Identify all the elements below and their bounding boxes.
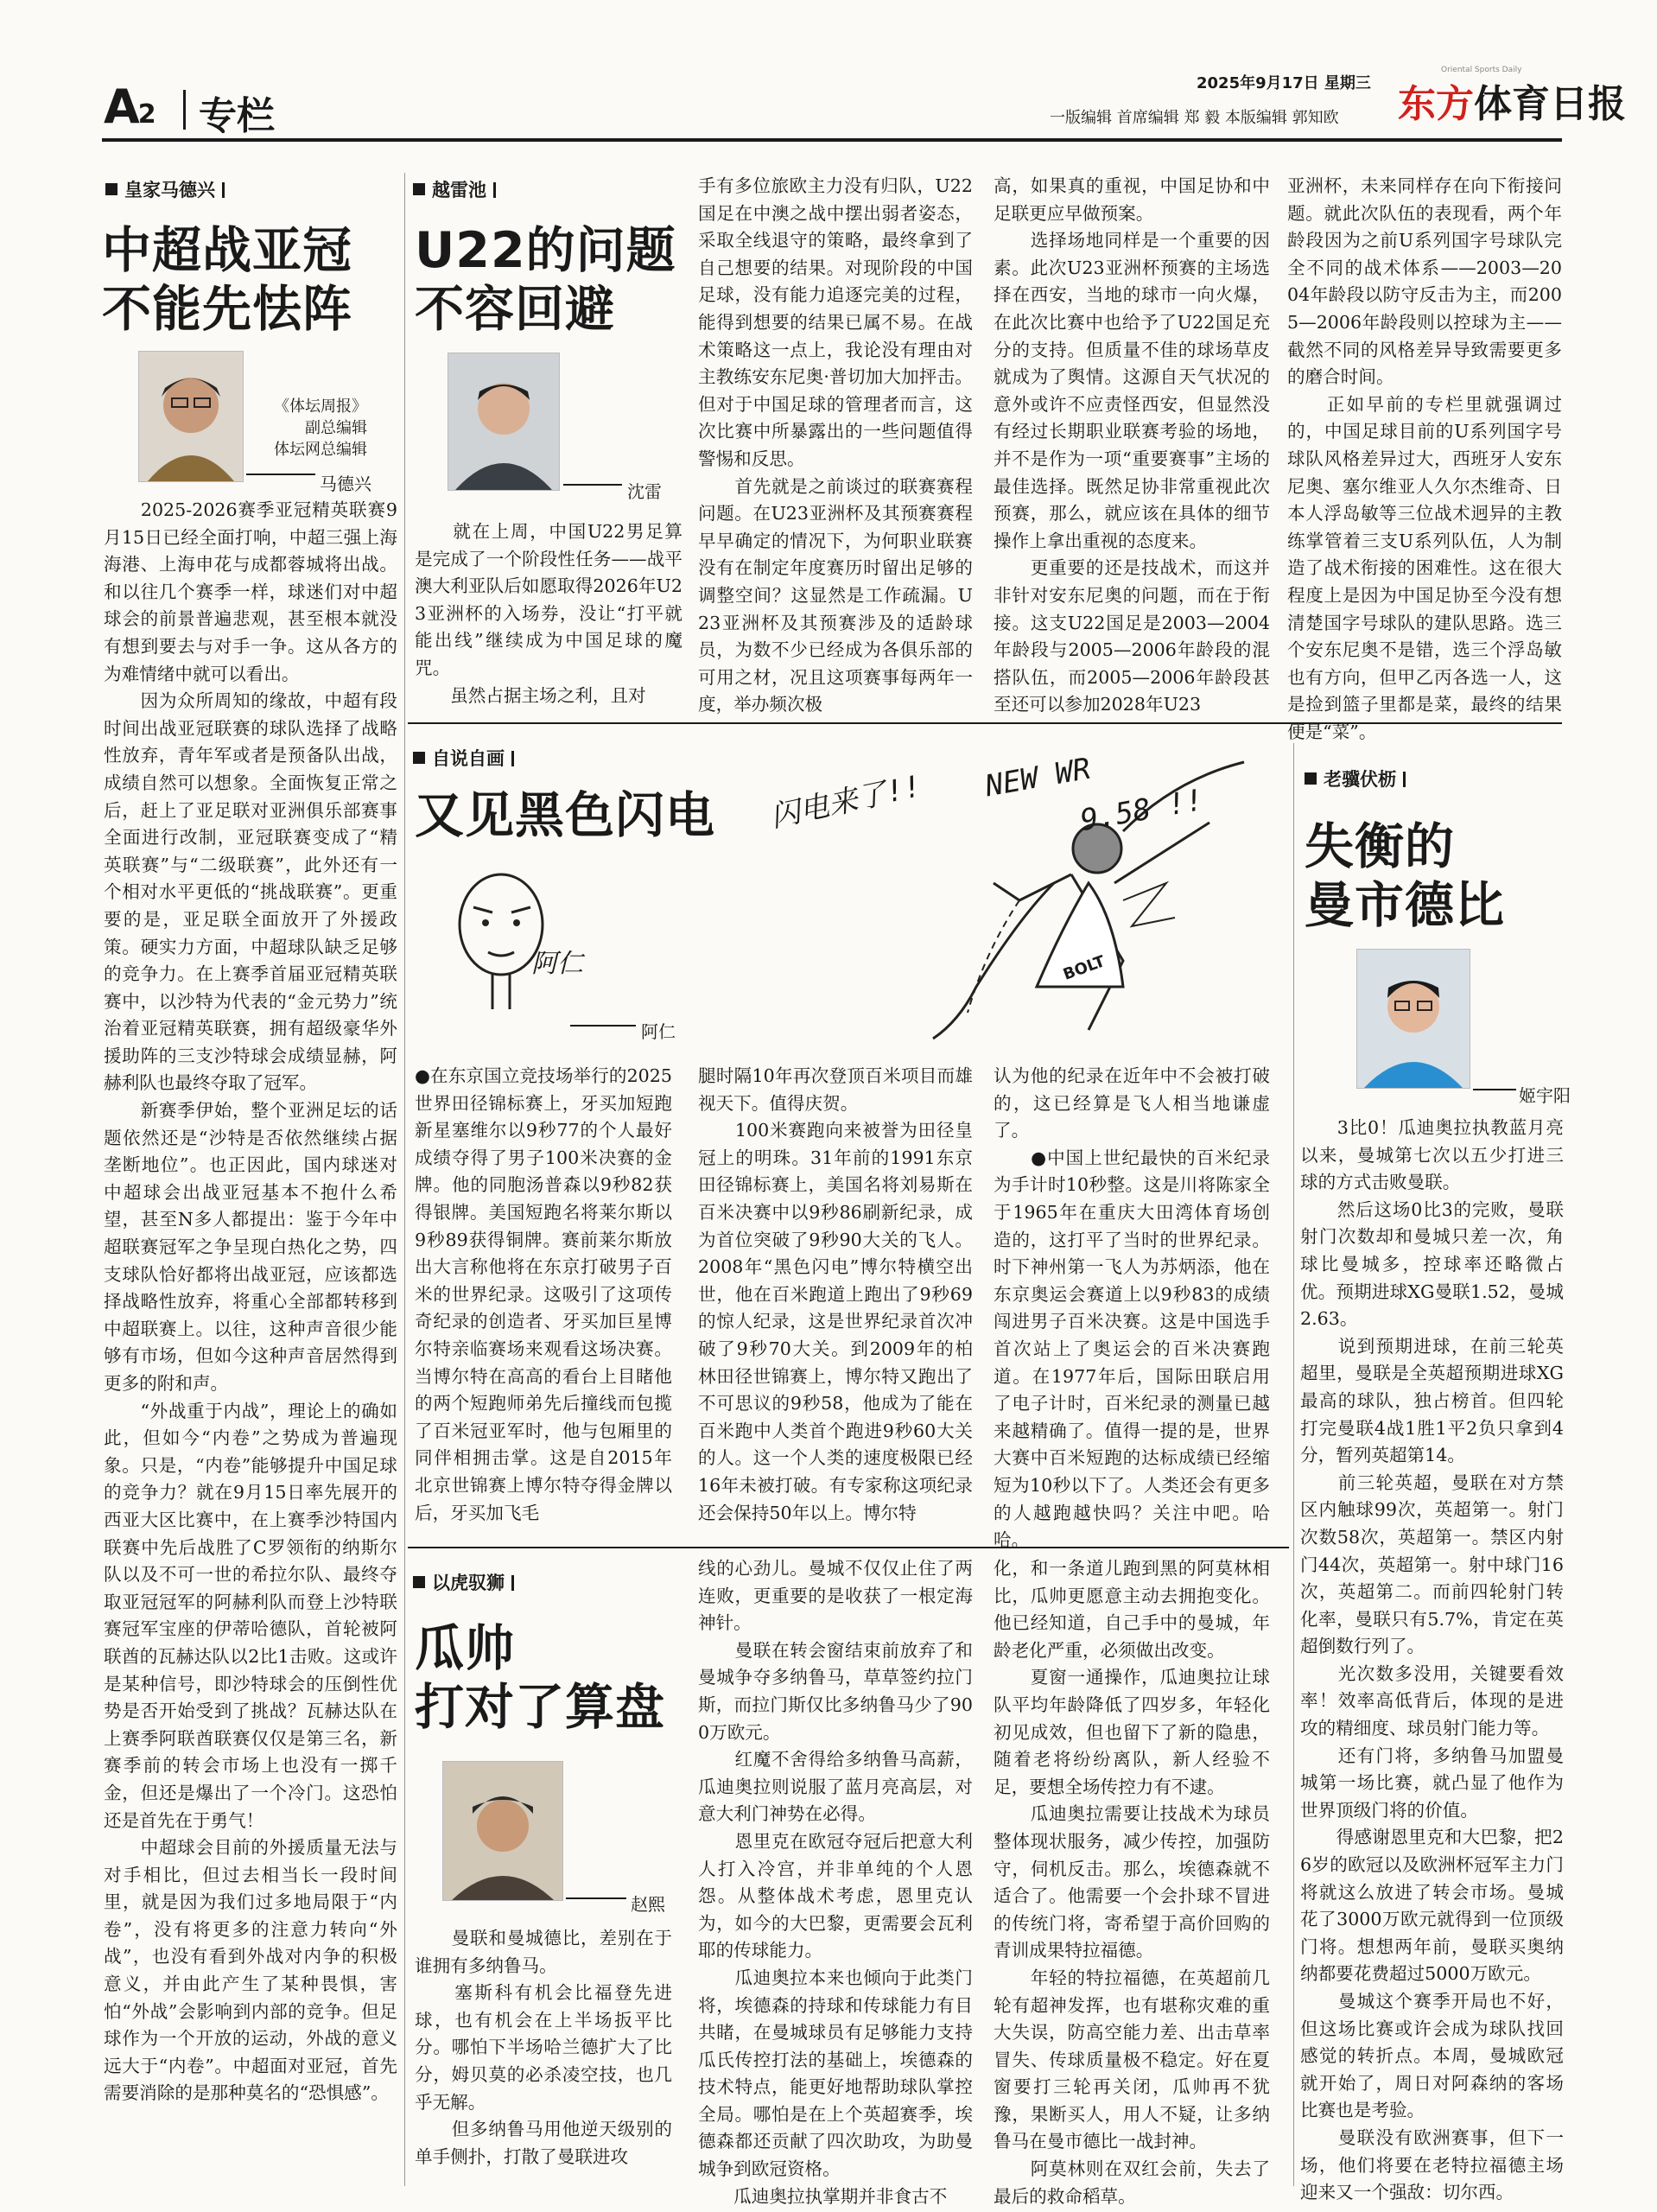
issue-date: 2025年9月17日 星期三 [1197, 74, 1371, 92]
column-label: 以虎驭狮 [413, 1569, 514, 1595]
column-label: 自说自画 [413, 745, 514, 771]
cartoon-caption: 闪电来了!! [767, 768, 924, 835]
article-body: 亚洲杯，未来同样存在向下衔接问题。就此次队伍的表现看，两个年龄段因为之前U系列国字号球队完全不同的战术体系——2003—2004年龄段以防守反击为主，而2005—2006年龄段则以控球为主——截然不同的风格差异导致需要更多的磨合时间。 正如早前的专栏里就强调过的，中国足球目前的U系列国字号球队风格差异过大，西班牙人安东尼奥、塞尔维亚人久尔杰维奇、日本人浮岛敏等三位战术迥异的主教练掌管着三支U系列队伍，人为制造了战术衔接的困难性。这在很大程度上是因为中国足协至今没有想清楚国字号球队的建队思路。选三个安东尼奥不是错，选三个浮岛敏也有方向，但甲乙丙各选一人，这是捡到篮子里都是菜，最终的结果便是“菜”。 [1287, 175, 1562, 742]
masthead-english: Oriental Sports Daily [1441, 66, 1522, 74]
article-title: 中超战亚冠 不能先怯阵 [102, 222, 352, 338]
author-photo [442, 1761, 563, 1901]
author-name: 赵熙 [631, 1894, 665, 1915]
article-body: 2025-2026赛季亚冠精英联赛9月15日已经全面打响，中超三强上海海港、上海申花与成都蓉城将出战。和以往几个赛季一样，球迷们对中超球会的前景普遍悲观，甚至根本就没有想到要去与对手一争。这从各方的为难情绪中就可以看出。 因为众所周知的缘故，中超有段时间出战亚冠联赛的球队选择了战略性放弃，青年军或者是预备队出战，成绩自然可以想象。全面恢复正常之后，赶上了亚足联对亚洲俱乐部赛事全面进行改制，亚冠联赛变成了“精英联赛”与“二级联赛”，此外还有一个相对水平更低的“挑战联赛”。更重要的是，亚足联全面放开了外援政策。硬实力方面，中超球队缺乏足够的竞争力。在上赛季首届亚冠精英联赛中，以沙特为代表的“金元势力”统治着亚冠精英联赛，拥有超级豪华外援助阵的三支沙特球会成绩显赫，阿赫利队也最终夺取了冠军。 新赛季伊始，整个亚洲足坛的话题依然还是“沙特是否依然继续占据垄断地位”。也正因此，国内球迷对中超球会出战亚冠基本不抱什么希望，甚至N多人都提出：鉴于今年中超联赛冠军之争呈现白热化之势，四支球队恰好都将出战亚冠，应该都选择战略性放弃，将重心全部都转移到中超联赛上。以往，这种声音很少能够有市场，但如今这种声音居然得到更多的附和声。 “外战重于内战”，理论上的确如此，但如今“内卷”之势成为普遍现象。只是，“内卷”能够提升中国足球的竞争力？就在9月15日率先展开的西亚大区比赛中，在上赛季沙特国内联赛中先后战胜了C罗领衔的纳斯尔队以及不可一世的希拉尔队、最终夺取亚冠冠军的阿赫利队而登上沙特联赛冠军宝座的伊蒂哈德队，首轮被阿联酋的瓦赫达队以2比1击败。这或许是某种信号，即沙特球会的压倒性优势是否开始受到了挑战？瓦赫达队在上赛季阿联酋联赛仅仅是第三名，新赛季前的转会市场上也没有一掷千金，但还是爆出了一个冷门。这恐怕还是首先在于勇气！ 中超球会目前的外援质量无法与对手相比，但过去相当长一段时间里，就是因为我们过多地局限于“内卷”，没有将更多的注意力转向“外战”，也没有看到外战对内争的积极意义，并由此产生了某种畏惧，害怕“外战”会影响到内部的竞争。但足球作为一个开放的运动，外战的意义远大于“内卷”。中超面对亚冠，首先需要消除的是那种莫名的“恐惧感”。 [104, 499, 398, 2104]
article-body: 化，和一条道儿跑到黑的阿莫林相比，瓜帅更愿意主动去拥抱变化。他已经知道，自己手中的曼城，年龄老化严重，必须做出改变。 夏窗一通操作，瓜迪奥拉让球队平均年龄降低了四岁多，年轻化初见成效，但也留下了新的隐患，随着老将纷纷离队，新人经验不足，要想全场传控力有不逮。 瓜迪奥拉需要让技战术为球员整体现状服务，减少传控，加强防守，伺机反击。那么，埃德森就不适合了。他需要一个会扑球不冒进的传统门将，寄希望于高价回购的青训成果特拉福德。 年轻的特拉福德，在英超前几轮有超神发挥，也有堪称灾难的重大失误，防高空能力差、出击草率冒失、传球质量极不稳定。好在夏窗要打三轮再关闭，瓜帅再不犹豫，果断买人，用人不疑，让多纳鲁马在曼市德比一战封神。 阿莫林则在双红会前，失去了最后的救命稻草。 [994, 1558, 1270, 2207]
cartoon-portrait [441, 855, 605, 1011]
byline-rule [563, 484, 622, 486]
section-name: 专栏 [199, 94, 275, 138]
column-label: 老骥伏枥 [1305, 766, 1406, 791]
author-name: 姬宇阳 [1519, 1085, 1571, 1106]
article-title: 瓜帅 打对了算盘 [415, 1620, 665, 1736]
column-divider [1293, 1071, 1294, 2186]
article-body: 3比0！瓜迪奥拉执教蓝月亮以来，曼城第七次以五少打进三球的方式击败曼联。 然后这场0比3的完败，曼联射门次数却和曼城只差一次，角球比曼城多，控球率还略微占优。预期进球XG曼联1.52，曼城2.63。 说到预期进球，在前三轮英超里，曼联是全英超预期进球XG最高的球队，独占榜首。但四轮打完曼联4战1胜1平2负只拿到4分，暂列英超第14。 前三轮英超，曼联在对方禁区内触球99次，英超第一。射门次数58次，英超第一。禁区内射门44次，英超第一。射中球门16次，英超第二。而前四轮射门转化率，曼联只有5.7%，肯定在英超倒数行列了。 光次数多没用，关键要看效率！效率高低背后，体现的是进攻的精细度、球员射门能力等。 还有门将，多纳鲁马加盟曼城第一场比赛，就凸显了他作为世界顶级门将的价值。 得感谢恩里克和大巴黎，把26岁的欧冠以及欧洲杯冠军主力门将就这么放进了转会市场。曼城花了3000万欧元就得到一位顶级门将。想想两年前，曼联买奥纳纳都要花费超过5000万欧元。 曼城这个赛季开局也不好，但这场比赛或许会成为球队找回感觉的转折点。本周，曼城欧冠就开始了，周日对阿森纳的客场比赛也是考验。 曼联没有欧洲赛事，但下一场，他们将要在老特拉福德主场迎来又一个强敌：切尔西。 [1300, 1117, 1564, 2203]
editors-line: 一版编辑 首席编辑 郑 毅 本版编辑 郭知欧 [1050, 109, 1339, 127]
article-title: 又见黑色闪电 [415, 787, 715, 844]
author-photo [448, 353, 560, 491]
article-body: 认为他的纪录在近年中不会被打破的，这已经算是飞人相当地谦虚了。 ●中国上世纪最快的百米纪录为手计时10秒整。这是川将陈家全于1965年在重庆大田湾体育场创造的，这打平了当时的世界纪录。时下神州第一飞人为苏炳添，他在东京奥运会赛道上以9秒83的成绩闯进男子百米决赛。这是中国选手首次站上了奥运会的百米决赛跑道。在1977年后，国际田联启用了电子计时，百米纪录的测量已越来越精确了。值得一提的是，世界大赛中百米短跑的达标成绩已经缩短为10秒以下了。人类还会有更多的人越跑越快吗？关注中吧。哈哈。 [994, 1065, 1270, 1551]
article-body: 曼联和曼城德比，差别在于谁拥有多纳鲁马。 塞斯科有机会比福登先进球，也有机会在上半场扳平比分。哪怕下半场哈兰德扩大了比分，姆贝莫的必杀凌空技，也几乎无解。 但多纳鲁马用他逆天级别的单手侧扑，打散了曼联进攻 [415, 1928, 672, 2167]
section-rule [408, 722, 1562, 724]
article-title: U22的问题 不容回避 [415, 222, 676, 338]
author-name: 马德兴 [320, 474, 371, 494]
byline-rule [1473, 1089, 1516, 1090]
article-body: 线的心劲儿。曼城不仅仅止住了两连败，更重要的是收获了一根定海神针。 曼联在转会窗结束前放弃了和曼城争夺多纳鲁马，草草签约拉门斯，而拉门斯仅比多纳鲁马少了900万欧元。 红魔不舍得给多纳鲁马高薪，瓜迪奥拉则说服了蓝月亮高层，对意大利门神势在必得。 恩里克在欧冠夺冠后把意大利人打入冷宫，并非单纯的个人恩怨。从整体战术考虑，恩里克认为，如今的大巴黎，更需要会瓦利耶的传球能力。 瓜迪奥拉本来也倾向于此类门将，埃德森的持球和传球能力有目共睹，在曼城球员有足够能力支持瓜氏传控打法的基础上，埃德森的技术特点，能更好地帮助球队掌控全局。哪怕是在上个英超赛季，埃德森都还贡献了四次助攻，为助曼城争到欧冠资格。 瓜迪奥拉执掌期并非食古不 [698, 1558, 973, 2207]
page-number: A2 [104, 79, 155, 134]
byline-rule [566, 1897, 626, 1899]
cartoon-caption: NEW WR [982, 751, 1094, 804]
byline-rule [246, 474, 315, 475]
article-body: 腿时隔10年再次登顶百米项目而雄视天下。值得庆贺。 100米赛跑向来被誉为田径皇冠上的明珠。31年前的1991东京田径锦标赛上，美国名将刘易斯在百米决赛中以9秒86刷新纪录，成为首位突破了9秒90大关的飞人。2008年“黑色闪电”博尔特横空出世，他在百米跑道上跑出了9秒69的惊人纪录，这是世界纪录首次冲破了9秒70大关。到2009年的柏林田径世锦赛上，博尔特又跑出了不可思议的9秒58，他成为了能在百米跑中人类首个跑进9秒60大关的人。这一个人类的速度极限已经16年未被打破。有专家称这项纪录还会保持50年以上。博尔特 [698, 1065, 973, 1523]
header-separator [183, 90, 186, 130]
article-body: 就在上周，中国U22男足算是完成了一个阶段性任务——战平澳大利亚队后如愿取得2026年U23亚洲杯的入场券，没让“打平就能出线”继续成为中国足球的魔咒。 虽然占据主场之利，且对 [415, 521, 682, 706]
byline-rule [570, 1025, 636, 1027]
masthead-logo: 东方体育日报 [1398, 82, 1626, 126]
column-label: 皇家马德兴 [105, 176, 225, 202]
column-divider [404, 173, 405, 2186]
article-body: 手有多位旅欧主力没有归队，U22国足在中澳之战中摆出弱者姿态，采取全线退守的策略，最终拿到了自己想要的结果。对现阶段的中国足球，没有能力追逐完美的过程，能得到想要的结果已属不易。在战术策略这一点上，我论没有理由对主教练安东尼奥·普切加大加抨击。但对于中国足球的管理者而言，这次比赛中所暴露出的一些问题值得警惕和反思。 首先就是之前谈过的联赛赛程问题。在U23亚洲杯及其预赛赛程早早确定的情况下，为何职业联赛没有在制定年度赛历时留出足够的调整空间？这显然是工作疏漏。U23亚洲杯及其预赛涉及的适龄球员，为数不少已经成为各俱乐部的可用之材，况且这项赛事每两年一度，举办频次极 [698, 175, 973, 715]
cartoon-caption: 9.58 !! [1077, 782, 1206, 839]
article-title: 失衡的 曼市德比 [1305, 818, 1505, 934]
section-rule [408, 1547, 1289, 1548]
author-role: 《体坛周报》 副总编辑 体坛网总编辑 [274, 397, 367, 459]
author-name: 阿仁 [641, 1021, 676, 1042]
column-label: 越雷池 [413, 176, 496, 202]
article-body: 高，如果真的重视，中国足协和中足联更应早做预案。 选择场地同样是一个重要的因素。此次U23亚洲杯预赛的主场选择在西安，当地的球市一向火爆，在此次比赛中也给予了U22国足充分的支持。但质量不佳的球场草皮就成为了舆情。这源自天气状况的意外或许不应责怪西安，但显然没有经过长期职业联赛考验的场地，并不是作为一项“重要赛事”主场的最佳选择。既然足协非常重视此次预赛，那么，就应该在具体的细节操作上拿出重视的态度来。 更重要的还是技战术，而这并非针对安东尼奥的问题，而在于衔接。这支U22国足是2003—2004年龄段与2005—2006年龄段的混搭队伍，而2005—2006年龄段甚至还可以参加2028年U23 [994, 175, 1270, 715]
author-name: 沈雷 [627, 481, 662, 502]
article-body: ●在东京国立竞技场举行的2025世界田径锦标赛上，牙买加短跑新星塞维尔以9秒77的个人最好成绩夺得了男子100米决赛的金牌。他的同胞汤普森以9秒82获得银牌。美国短跑名将莱尔斯以9秒89获得铜牌。赛前莱尔斯放出大言称他将在东京打破男子百米的世界纪录。这吸引了这项传奇纪录的创造者、牙买加巨星博尔特亲临赛场来观看这场决赛。当博尔特在高高的看台上目睹他的两个短跑师弟先后撞线而包揽了百米冠亚军时，他与包厢里的同伴相拥击掌。这是自2015年北京世锦赛上博尔特夺得金牌以后，牙买加飞毛 [415, 1065, 672, 1523]
header-rule [102, 138, 1562, 142]
author-photo [1356, 949, 1470, 1089]
author-photo [138, 351, 244, 482]
cartoon-signature: 阿仁 [531, 949, 583, 979]
cartoon-bib: BOLT [1060, 952, 1108, 984]
